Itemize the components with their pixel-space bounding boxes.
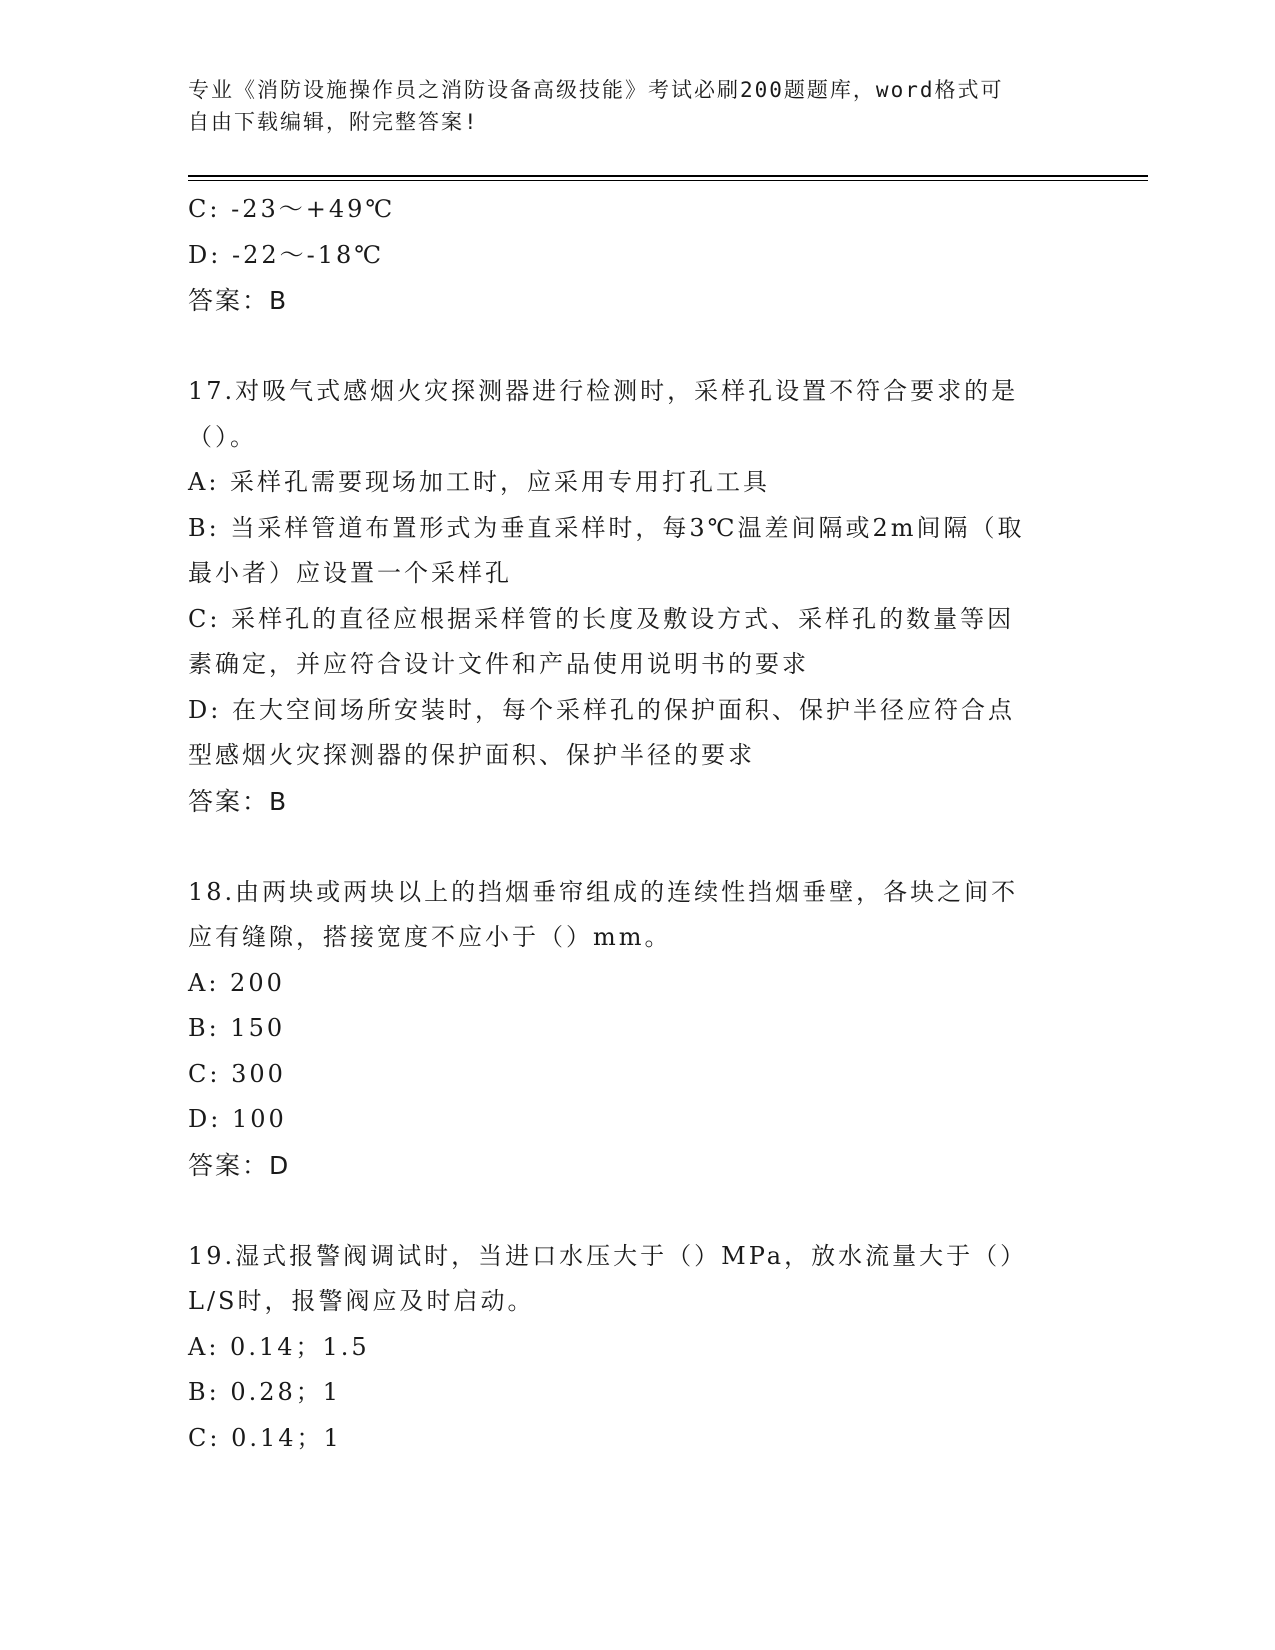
option-b: B: 当采样管道布置形式为垂直采样时，每3℃温差间隔或2m间隔（取 [188, 513, 1025, 542]
option-a: A: 0.14；1.5 [188, 1332, 370, 1361]
option-c: C: 300 [188, 1059, 286, 1088]
header-rule-thick [188, 175, 1148, 177]
answer-label: 答案：B [188, 786, 289, 816]
question-stem-cont: （）。 [188, 422, 257, 451]
option-d: D: 100 [188, 1105, 287, 1133]
question-19 [188, 1234, 1088, 1462]
option-d: D: -22～-18℃ [188, 240, 385, 269]
answer-label: 答案：D [188, 1150, 291, 1180]
spacer [188, 1188, 1088, 1234]
option-c-cont: 素确定，并应符合设计文件和产品使用说明书的要求 [188, 650, 809, 678]
answer-label: 答案：B [188, 286, 289, 315]
question-stem: 19.湿式报警阀调试时，当进口水压大于（）MPa，放水流量大于（） [188, 1241, 1028, 1270]
header-line-1: 专业《消防设施操作员之消防设备高级技能》考试必刷200题题库，word格式可 [188, 78, 1004, 102]
question-18 [188, 870, 1088, 1189]
document-header [188, 74, 1088, 138]
question-17 [188, 369, 1088, 824]
option-c: C: 采样孔的直径应根据采样管的长度及敷设方式、采样孔的数量等因 [188, 604, 1015, 633]
header-rule-thin [188, 180, 1148, 181]
option-a: A: 采样孔需要现场加工时，应采用专用打孔工具 [188, 468, 771, 496]
option-c: C: 0.14；1 [188, 1423, 342, 1452]
option-d-cont: 型感烟火灾探测器的保护面积、保护半径的要求 [188, 741, 755, 769]
question-content [188, 187, 1088, 1461]
option-b: B: 0.28；1 [188, 1378, 342, 1406]
question-stem: 18.由两块或两块以上的挡烟垂帘组成的连续性挡烟垂壁，各块之间不 [188, 877, 1019, 906]
question-16-tail [188, 187, 1088, 324]
question-stem-cont: L/S时，报警阀应及时启动。 [188, 1287, 535, 1315]
option-c: C: -23～+49℃ [188, 195, 396, 223]
option-b-cont: 最小者）应设置一个采样孔 [188, 559, 512, 587]
question-stem-cont: 应有缝隙，搭接宽度不应小于（）mm。 [188, 923, 672, 951]
header-line-2: 自由下载编辑，附完整答案! [188, 110, 479, 134]
option-b: B: 150 [188, 1014, 286, 1042]
option-a: A: 200 [188, 968, 285, 997]
spacer [188, 824, 1088, 870]
option-d: D: 在大空间场所安装时，每个采样孔的保护面积、保护半径应符合点 [188, 695, 1015, 724]
question-stem: 17.对吸气式感烟火灾探测器进行检测时，采样孔设置不符合要求的是 [188, 377, 1019, 405]
spacer [188, 324, 1088, 370]
